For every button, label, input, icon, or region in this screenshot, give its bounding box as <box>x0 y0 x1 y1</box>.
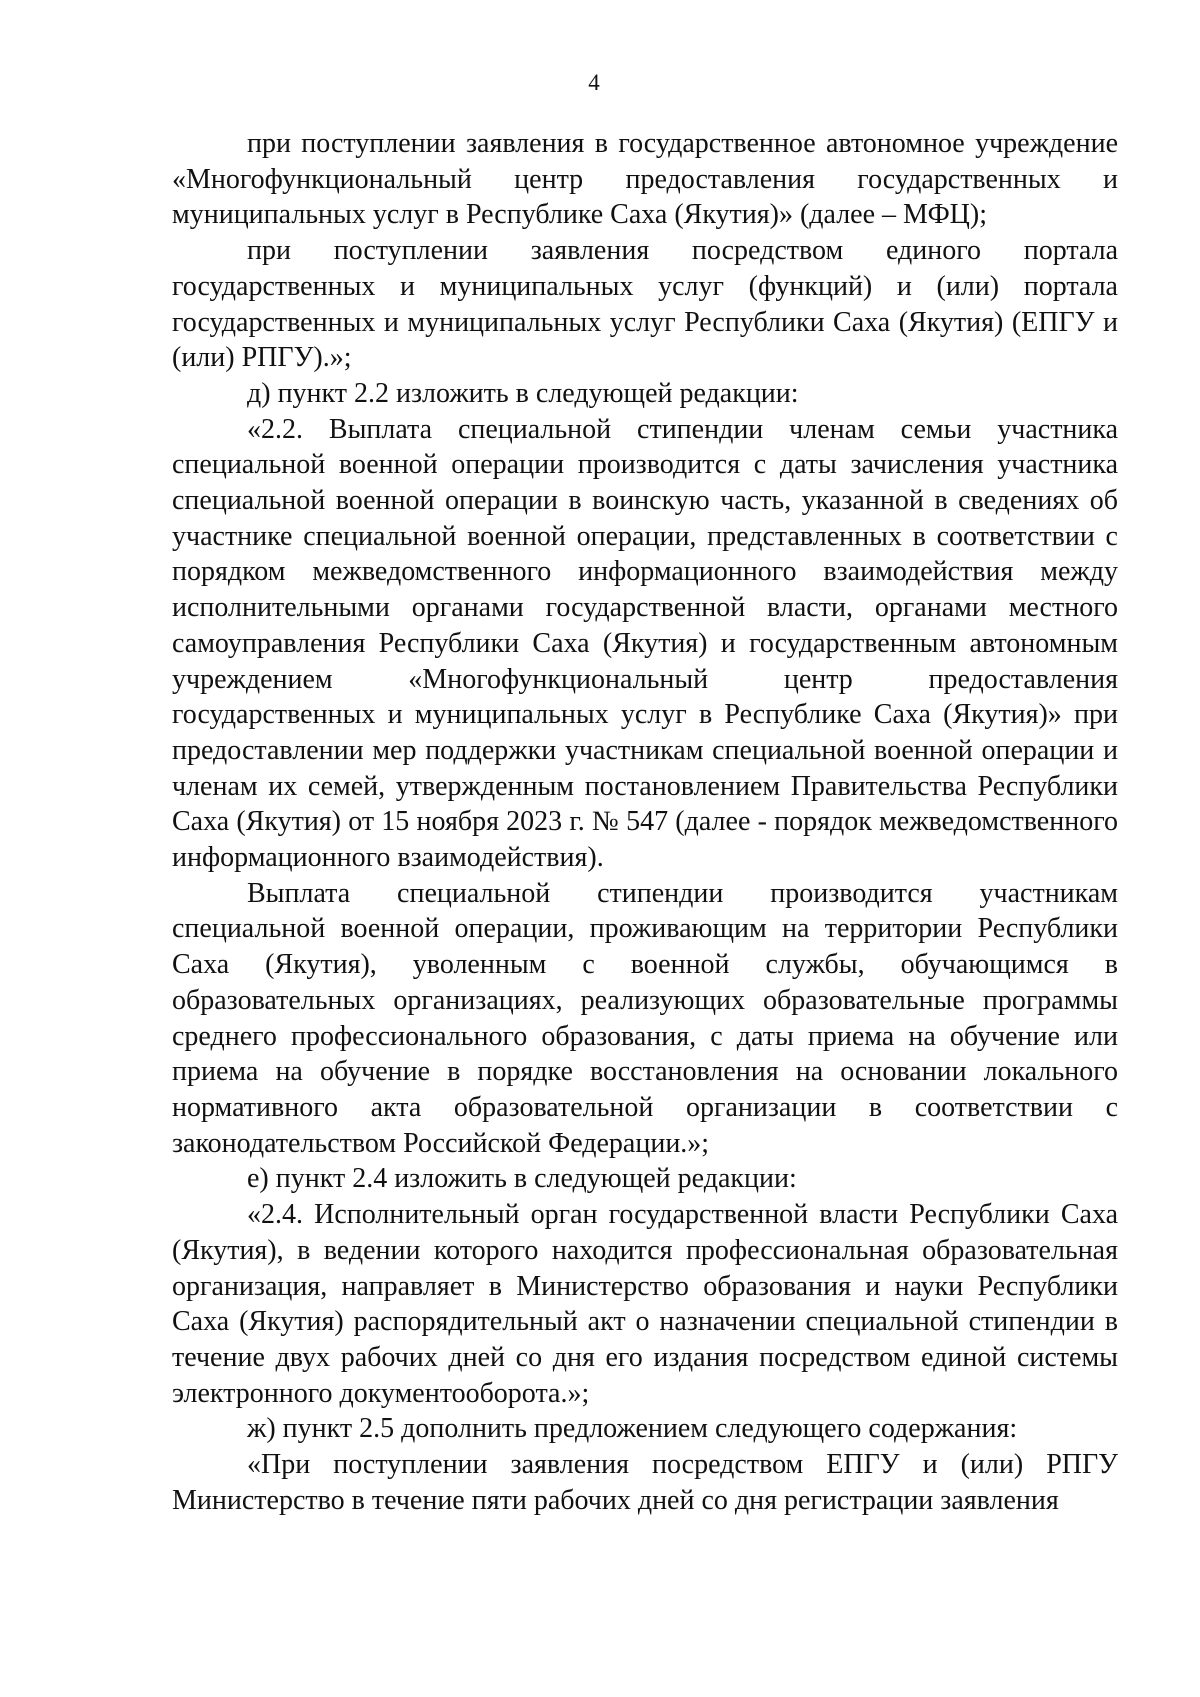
paragraph-clause-2-2: «2.2. Выплата специальной стипендии членам семьи участника специальной военной операции производится с даты зачисления участника специальной военной операции в воинскую часть, указанной в сведениях об участнике специальной военной операции, представленных в соответствии с порядком межведомственного информационного взаимодействия между исполнительными органами государственной власти, органами местного самоуправления Республики Саха (Якутия) и государственным автономным учреждением «Многофункциональный центр предоставления государственных и муниципальных услуг в Республике Саха (Якутия)» при предоставлении мер поддержки участникам специальной военной операции и членам их семей, утвержденным постановлением Правительства Республики Саха (Якутия) от 15 ноября 2023 г. № 547 (далее - порядок межведомственного информационного взаимодействия). <box>172 413 1118 874</box>
paragraph-amendment-d: д) пункт 2.2 изложить в следующей редакции: <box>247 377 799 409</box>
paragraph-clause-2-4: «2.4. Исполнительный орган государственной власти Республики Саха (Якутия), в ведении которого находится профессиональная образовательная организация, направляет в Министерство образования и науки Республики Саха (Якутия) распорядительный акт о назначении специальной стипендии в течение двух рабочих дней со дня его издания посредством единой системы электронного документооборота.»; <box>172 1199 1118 1409</box>
paragraph-clause-2-2-continued: Выплата специальной стипендии производится участникам специальной военной операции, проживающим на территории Республики Саха (Якутия), уволенным с военной службы, обучающимся в образовательных организациях, реализующих образовательные программы среднего профессионального образования, с даты приема на обучение или приема на обучение в порядке восстановления на основании локального нормативного акта образовательной организации в соответствии с законодательством Российской Федерации.»; <box>172 877 1118 1159</box>
paragraph-mfc-application: при поступлении заявления в государственное автономное учреждение «Многофункциональный центр предоставления государственных и муниципальных услуг в Республике Саха (Якутия)» (далее – МФЦ); <box>172 128 1118 231</box>
paragraph-portal-application: при поступлении заявления посредством единого портала государственных и муниципальных услуг (функций) и (или) портала государственных и муниципальных услуг Республики Саха (Якутия) (ЕПГУ и (или) РПГУ).»; <box>172 235 1118 374</box>
document-body <box>172 126 1118 1518</box>
paragraph-amendment-zh: ж) пункт 2.5 дополнить предложением следующего содержания: <box>247 1413 1018 1445</box>
paragraph-clause-2-5-addition: «При поступлении заявления посредством ЕПГУ и (или) РПГУ Министерство в течение пяти рабочих дней со дня регистрации заявления <box>172 1449 1118 1516</box>
page-number: 4 <box>588 70 600 95</box>
paragraph-amendment-e: е) пункт 2.4 изложить в следующей редакции: <box>247 1163 797 1195</box>
